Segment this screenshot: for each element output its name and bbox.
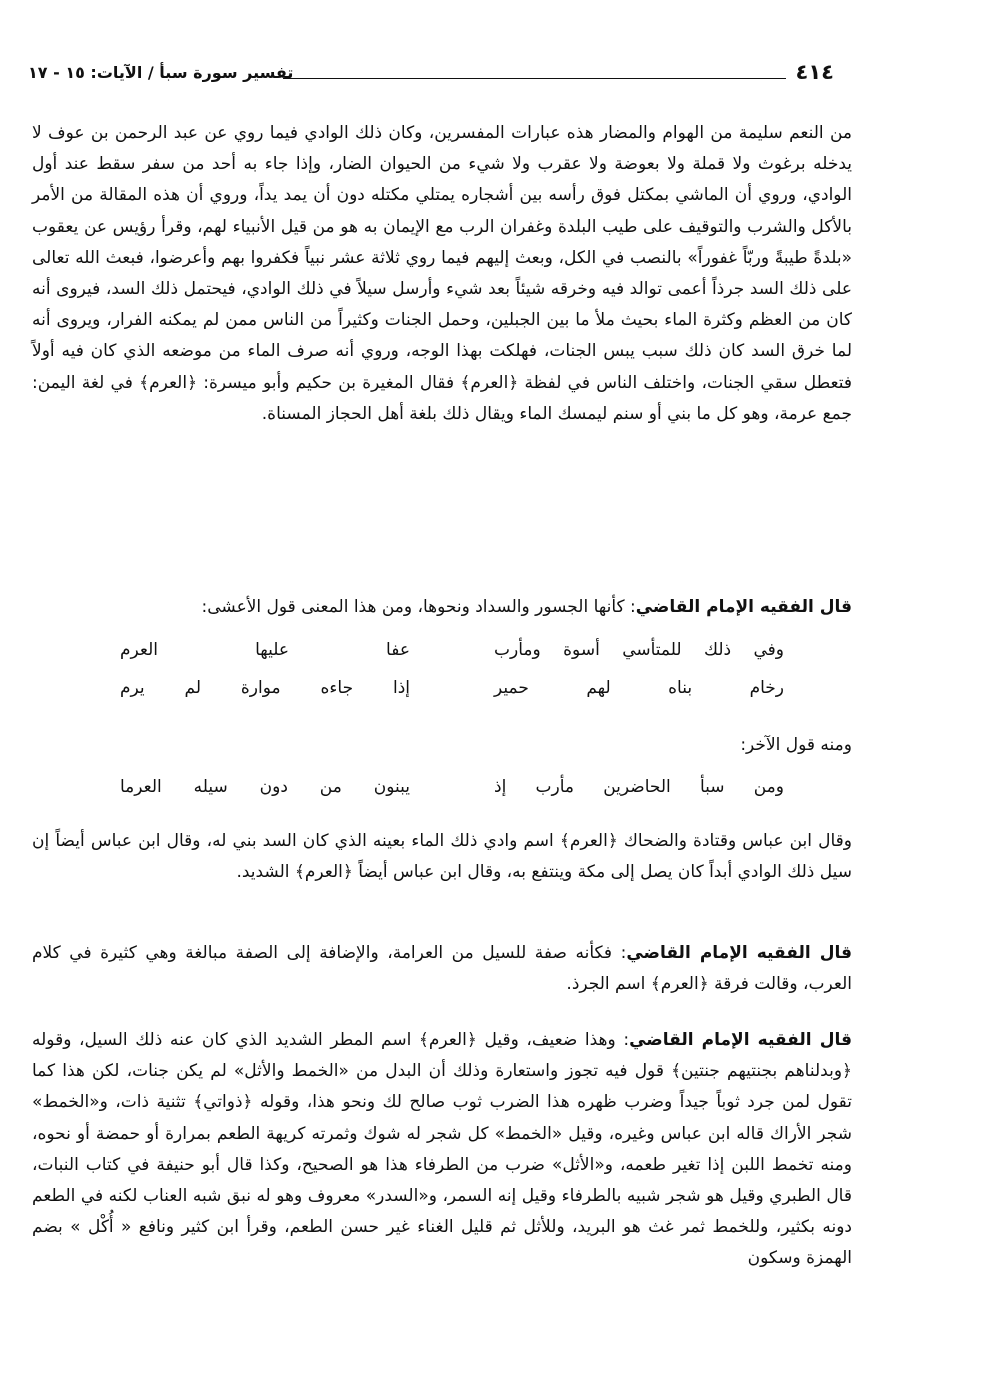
- paragraph-3: [32, 730, 852, 761]
- paragraph-2: [32, 592, 852, 623]
- poem-2: [120, 777, 784, 815]
- paragraph-text: من النعم سليمة من الهوام والمضار هذه عبارات المفسرين، وكان ذلك الوادي فيما روي عن عبد الرحمن بن عوف لا يدخله برغوث ولا قملة ولا بعوضة ولا عقرب ولا شيء من الحيوان الضار، وإذا جاء به أحد من سفر سقط عند أول الوادي، وروي أن الماشي بمكتل فوق رأسه بين أشجاره يمتلي مكتله دون أن يمد يداً، وروي أن هذه المقالة من الأمر بالأكل والشرب والتوقيف على طيب البلدة وغفران الرب مع الإيمان به هو من قيل الأنبياء لهم، وقرأ رؤيس عن يعقوب «بلدةً طيبةً وربّاً غفوراً» بالنصب في الكل، وبعث إليهم فيما روي ثلاثة عشر نبياً فكفروا بهم وأعرضوا، فبعث الله تعالى على ذلك السد جرذاً أعمى توالد فيه وخرقه شيئاً بعد شيء وأرسل سيلاً في ذلك الوادي، فيحتمل ذلك السد، فيروى أنه كان من العظم وكثرة الماء بحيث ملأ ما بين الجبلين، وحمل الجنات وكثيراً من الناس ممن لم يمكنه الفرار، ويروى أنه لما خرق السد كان ذلك سبب يبس الجنات، فهلكت بهذا الوجه، وروي أنه صرف الماء من موضعه الذي كان فيه أولاً فتعطل سقي الجنات، واختلف الناس في لفظة ﴿العرم﴾ فقال المغيرة بن حكيم وأبو ميسرة: ﴿العرم﴾ في لغة اليمن: جمع عرمة، وهو كل ما بني أو سنم ليمسك الماء ويقال ذلك بلغة أهل الحجاز المسناة.: [32, 123, 852, 424]
- paragraph-4: [32, 826, 852, 888]
- verse-first-hemistich: ومن سبأ الحاضرين مأرب إذ: [494, 777, 784, 797]
- verse-line: [120, 777, 784, 815]
- paragraph-text: ومنه قول الآخر:: [740, 735, 852, 755]
- paragraph-text: : فكأنه صفة للسيل من العرامة، والإضافة إلى الصفة مبالغة وهي كثيرة في كلام العرب، وقالت فرقة ﴿العرم﴾ اسم الجرذ.: [32, 943, 852, 995]
- poem-1: [120, 640, 784, 716]
- verse-line: [120, 678, 784, 716]
- verse-second-hemistich: يبنون من دون سيله العرما: [120, 777, 410, 797]
- running-header: [28, 60, 834, 90]
- paragraph-1: [32, 118, 852, 430]
- paragraph-text: وقال ابن عباس وقتادة والضحاك ﴿العرم﴾ اسم وادي ذلك الماء بعينه الذي كان السد بني له، وقال ابن عباس أيضاً إن سيل ذلك الوادي أبداً كان يصل إلى مكة وينتفع به، وقال ابن عباس أيضاً ﴿العرم﴾ الشديد.: [32, 831, 852, 883]
- verse-second-hemistich: إذا جاءه موارة لم يرم: [120, 678, 410, 698]
- page-number: ٤١٤: [795, 60, 834, 84]
- verse-line: [120, 640, 784, 678]
- header-rule: [283, 78, 786, 79]
- paragraph-lead: قال الفقيه الإمام القاضي: [626, 943, 852, 963]
- verse-first-hemistich: رخام بناه لهم حمير: [494, 678, 784, 698]
- verse-first-hemistich: وفي ذلك للمتأسي أسوة ومأرب: [494, 640, 784, 660]
- verse-second-hemistich: عفا عليها العرم: [120, 640, 410, 660]
- paragraph-text: : وهذا ضعيف، وقيل ﴿العرم﴾ اسم المطر الشديد الذي كان عنه ذلك السيل، وقوله ﴿وبدلناهم بجنتيهم جنتين﴾ قول فيه تجوز واستعارة وذلك أن البدل من «الخمط والأثل» لم يكن جنات، لكن هذا كما تقول لمن جرد ثوباً جيداً وضرب ظهره هذا الضرب ثوب صالح لك ونحو هذا، وقوله ﴿ذواتي﴾ تثنية ذات، و«الخمط» شجر الأراك قاله ابن عباس وغيره، وقيل «الخمط» كل شجر له شوك وثمرته كريهة الطعم بمرارة أو حمضة أو نحوه، ومنه تخمط اللبن إذا تغير طعمه، و«الأثل» ضرب من الطرفاء هذا هو الصحيح، وكذا قال أبو حنيفة في كتاب النبات، قال الطبري وقيل هو شجر شبيه بالطرفاء وقيل إنه السمر، و«السدر» معروف وهو له نبق شبه العناب لكنه في الطعم دونه بكثير، وللخمط ثمر غث هو البريد، وللأثل ثم قليل الغناء غير حسن الطعم، وقرأ ابن كثير ونافع « أُكْل » بضم الهمزة وسكون: [32, 1030, 852, 1269]
- paragraph-6: [32, 1025, 852, 1275]
- paragraph-5: [32, 938, 852, 1000]
- running-title: تفسير سورة سبأ / الآيات: ١٥ - ١٧: [28, 63, 294, 82]
- paragraph-lead: قال الفقيه الإمام القاضي: [629, 1030, 852, 1050]
- paragraph-text: : كأنها الجسور والسداد ونحوها، ومن هذا المعنى قول الأعشى:: [201, 597, 636, 617]
- paragraph-lead: قال الفقيه الإمام القاضي: [635, 597, 852, 617]
